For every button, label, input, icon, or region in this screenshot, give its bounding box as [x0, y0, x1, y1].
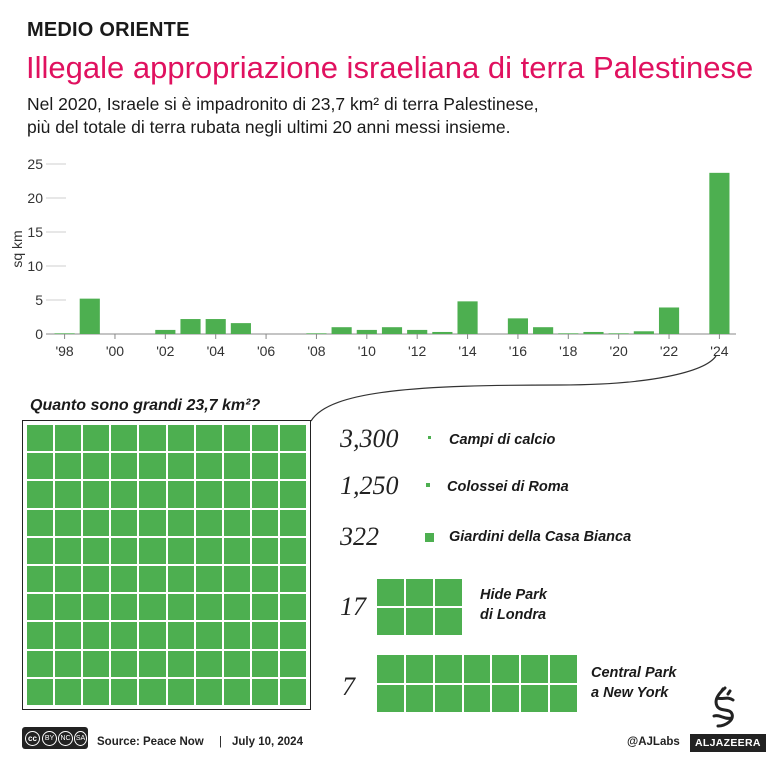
area-cell	[139, 453, 165, 479]
area-cell	[111, 651, 137, 677]
area-cell	[196, 622, 222, 648]
y-tick-label: 20	[27, 190, 43, 206]
hyde-park-blocks	[377, 579, 462, 635]
area-cell	[27, 594, 53, 620]
area-cell	[280, 425, 306, 451]
area-cell	[224, 481, 250, 507]
area-cell	[83, 538, 109, 564]
area-cell	[55, 566, 81, 592]
area-cell	[252, 481, 278, 507]
bar-2008	[306, 333, 326, 334]
area-cell	[168, 679, 194, 705]
area-cell	[55, 679, 81, 705]
publish-date: July 10, 2024	[232, 736, 303, 748]
x-tick-label: '02	[156, 343, 175, 359]
cc-icon: cc	[25, 731, 40, 746]
section-kicker: MEDIO ORIENTE	[27, 19, 190, 41]
area-cell	[83, 651, 109, 677]
colosseum-square	[426, 483, 430, 487]
y-tick-label: 5	[35, 292, 43, 308]
area-cell	[27, 510, 53, 536]
area-cell	[83, 594, 109, 620]
area-cell	[83, 453, 109, 479]
football-fields-label: Campi di calcio	[449, 432, 556, 448]
area-cell	[196, 679, 222, 705]
bar-1998	[55, 333, 75, 334]
comparison-block	[406, 579, 433, 606]
area-cell	[27, 622, 53, 648]
bar-2019	[583, 332, 603, 334]
area-cell	[196, 481, 222, 507]
area-cell	[280, 453, 306, 479]
y-tick-label: 15	[27, 224, 43, 240]
bar-2017	[533, 327, 553, 334]
creative-commons-badge	[22, 727, 88, 749]
area-cell	[252, 679, 278, 705]
area-cell	[83, 679, 109, 705]
area-cell	[55, 510, 81, 536]
area-cell	[139, 510, 165, 536]
white-house-label: Giardini della Casa Bianca	[449, 529, 632, 545]
x-tick-label: '00	[105, 343, 125, 359]
area-cell	[27, 481, 53, 507]
area-cell	[168, 510, 194, 536]
y-axis-label: sq km	[9, 230, 25, 268]
nc-icon: NC	[58, 731, 73, 746]
central-park-blocks	[377, 655, 577, 712]
area-cell	[196, 510, 222, 536]
area-cell	[83, 510, 109, 536]
area-cell	[83, 622, 109, 648]
bar-2022	[659, 307, 679, 334]
area-cell	[111, 622, 137, 648]
area-grid	[27, 425, 306, 705]
bar-2004	[206, 319, 226, 334]
area-cell	[111, 538, 137, 564]
area-cell	[139, 425, 165, 451]
area-cell	[55, 651, 81, 677]
central-park-label-line-1: Central Park	[591, 665, 677, 681]
area-cell	[27, 538, 53, 564]
area-cell	[55, 481, 81, 507]
area-cell	[168, 481, 194, 507]
bar-2010	[357, 330, 377, 334]
area-cell	[168, 425, 194, 451]
area-cell	[196, 566, 222, 592]
comparison-block	[435, 608, 462, 635]
area-cell	[280, 481, 306, 507]
area-cell	[252, 566, 278, 592]
football-fields-number: 3,300	[340, 424, 399, 453]
area-cell	[224, 594, 250, 620]
area-cell	[27, 453, 53, 479]
area-cell	[224, 510, 250, 536]
area-cell	[55, 594, 81, 620]
page-title: Illegale appropriazione israeliana di terra Palestinese	[26, 50, 754, 85]
area-cell	[83, 425, 109, 451]
area-cell	[280, 679, 306, 705]
area-cell	[27, 679, 53, 705]
hyde-park-number: 17	[340, 592, 366, 621]
area-cell	[139, 594, 165, 620]
area-cell	[111, 453, 137, 479]
bar-2014	[457, 301, 477, 334]
area-cell	[252, 510, 278, 536]
x-tick-label: '10	[357, 343, 376, 359]
x-tick-label: '04	[206, 343, 225, 359]
bar-2013	[432, 332, 452, 334]
hyde-park-label-line-1: Hide Park	[480, 587, 547, 603]
area-cell	[83, 481, 109, 507]
area-cell	[252, 425, 278, 451]
central-park-label	[591, 663, 676, 703]
comparison-block	[492, 685, 519, 713]
subtitle-line-1: Nel 2020, Israele si è impadronito di 23,7 km² di terra Palestinese,	[27, 94, 539, 114]
comparison-block	[406, 655, 433, 683]
area-cell	[55, 425, 81, 451]
area-cell	[111, 679, 137, 705]
area-cell	[224, 651, 250, 677]
area-cell	[252, 538, 278, 564]
area-cell	[27, 651, 53, 677]
y-tick-label: 25	[27, 156, 43, 172]
area-cell	[168, 622, 194, 648]
area-cell	[252, 622, 278, 648]
bar-2005	[231, 323, 251, 334]
area-cell	[111, 425, 137, 451]
sa-icon: SA	[74, 731, 87, 746]
area-cell	[224, 679, 250, 705]
bar-2002	[155, 330, 175, 334]
comparison-block	[377, 608, 404, 635]
aljazeera-logo-icon	[708, 686, 742, 730]
area-cell	[168, 566, 194, 592]
x-tick-label: '18	[559, 343, 578, 359]
x-tick-label: '16	[508, 343, 528, 359]
area-cell	[196, 594, 222, 620]
comparison-block	[435, 685, 462, 713]
area-cell	[196, 453, 222, 479]
comparison-block	[377, 579, 404, 606]
source-text: Source: Peace Now	[97, 736, 204, 748]
bar-2024	[709, 173, 729, 334]
x-tick-label: '20	[609, 343, 628, 359]
white-house-number: 322	[340, 522, 379, 551]
subtitle	[27, 93, 747, 139]
by-icon: BY	[42, 731, 57, 746]
comparison-block	[521, 685, 548, 713]
land-seizure-bar-chart	[0, 150, 770, 365]
area-cell	[196, 538, 222, 564]
area-cell	[168, 651, 194, 677]
area-cell	[224, 538, 250, 564]
bar-2021	[634, 331, 654, 334]
sizes-question: Quanto sono grandi 23,7 km²?	[30, 397, 261, 414]
area-cell	[252, 651, 278, 677]
area-cell	[280, 510, 306, 536]
y-tick-label: 0	[35, 326, 43, 342]
area-cell	[139, 566, 165, 592]
area-cell	[27, 566, 53, 592]
area-cell	[168, 594, 194, 620]
bar-2003	[180, 319, 200, 334]
aljazeera-wordmark: ALJAZEERA	[690, 734, 766, 752]
bar-2018	[558, 333, 578, 334]
area-cell	[55, 622, 81, 648]
area-cell	[224, 566, 250, 592]
comparison-block	[377, 655, 404, 683]
area-cell	[139, 622, 165, 648]
white-house-square	[425, 533, 434, 542]
area-cell	[280, 651, 306, 677]
area-cell	[280, 622, 306, 648]
comparison-block	[464, 655, 491, 683]
area-cell	[196, 651, 222, 677]
subtitle-line-2: più del totale di terra rubata negli ultimi 20 anni messi insieme.	[27, 117, 511, 137]
comparison-block	[521, 655, 548, 683]
area-cell	[224, 425, 250, 451]
colosseum-number: 1,250	[340, 471, 399, 500]
comparison-block	[464, 685, 491, 713]
area-cell	[27, 425, 53, 451]
comparison-block	[550, 655, 577, 683]
x-tick-label: '06	[256, 343, 276, 359]
bar-1999	[80, 299, 100, 334]
y-tick-label: 10	[27, 258, 43, 274]
ajlabs-handle: @AJLabs	[627, 736, 680, 748]
comparison-block	[406, 685, 433, 713]
bar-2009	[332, 327, 352, 334]
x-tick-label: '08	[307, 343, 326, 359]
area-grid-box	[22, 420, 311, 710]
bar-2012	[407, 330, 427, 334]
central-park-label-line-2: a New York	[591, 685, 669, 701]
comparison-block	[377, 685, 404, 713]
area-cell	[196, 425, 222, 451]
central-park-number: 7	[342, 672, 355, 701]
footer-separator: |	[219, 736, 222, 748]
area-cell	[111, 510, 137, 536]
colosseum-label: Colossei di Roma	[447, 479, 569, 495]
area-cell	[111, 594, 137, 620]
area-cell	[280, 594, 306, 620]
area-cell	[55, 453, 81, 479]
area-cell	[111, 566, 137, 592]
area-cell	[139, 651, 165, 677]
area-cell	[139, 538, 165, 564]
area-cell	[252, 594, 278, 620]
comparison-block	[406, 608, 433, 635]
hyde-park-label-line-2: di Londra	[480, 607, 547, 623]
bar-2016	[508, 318, 528, 334]
comparison-block	[435, 655, 462, 683]
area-cell	[280, 566, 306, 592]
bar-2020	[609, 333, 629, 334]
bar-2011	[382, 327, 402, 334]
x-tick-label: '24	[710, 343, 729, 359]
x-tick-label: '14	[458, 343, 477, 359]
football-field-square	[428, 436, 431, 439]
area-cell	[111, 481, 137, 507]
hyde-park-label	[480, 585, 547, 625]
area-cell	[83, 566, 109, 592]
x-tick-label: '98	[55, 343, 74, 359]
area-cell	[224, 453, 250, 479]
x-tick-label: '12	[408, 343, 427, 359]
area-cell	[224, 622, 250, 648]
area-cell	[168, 538, 194, 564]
comparison-block	[435, 579, 462, 606]
area-cell	[55, 538, 81, 564]
area-cell	[139, 679, 165, 705]
comparison-block	[550, 685, 577, 713]
area-cell	[252, 453, 278, 479]
area-cell	[168, 453, 194, 479]
comparison-block	[492, 655, 519, 683]
area-cell	[280, 538, 306, 564]
x-tick-label: '22	[659, 343, 679, 359]
area-cell	[139, 481, 165, 507]
